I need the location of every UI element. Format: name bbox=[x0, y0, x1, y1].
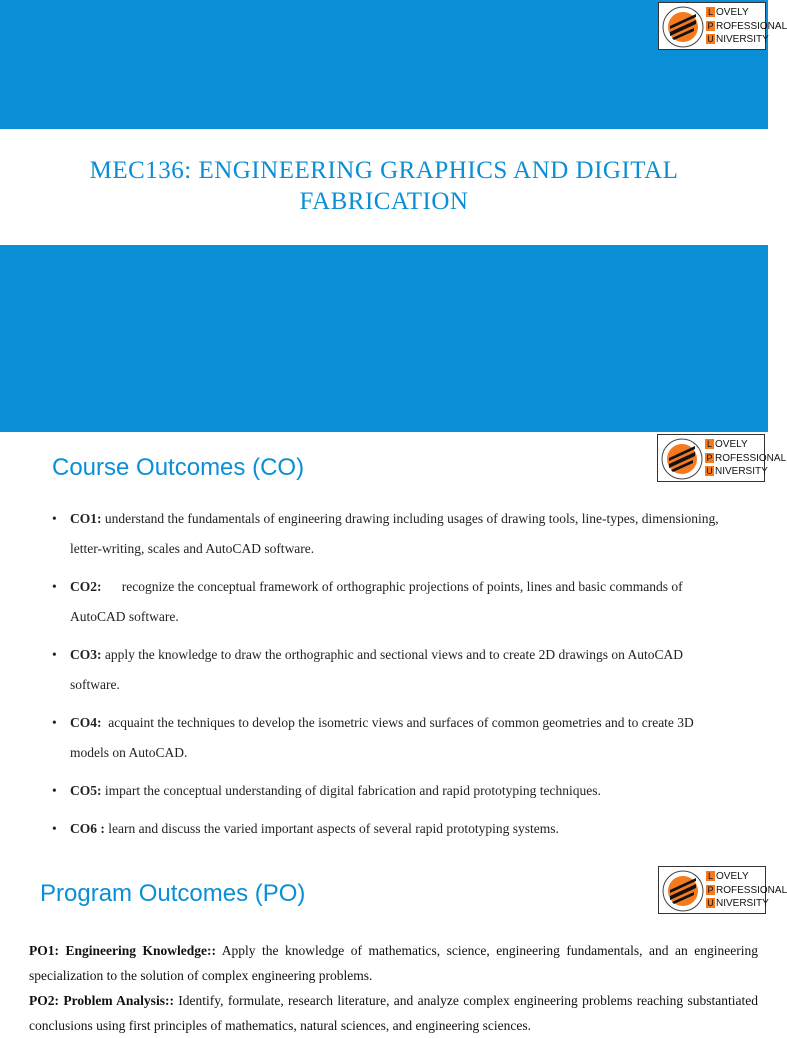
logo-wordmark: L OVELY P ROFESSIONAL U NIVERSITY bbox=[707, 7, 787, 45]
list-item: • CO6 : learn and discuss the varied important aspects of several rapid prototyping systems. bbox=[52, 814, 720, 844]
list-item: • CO4: acquaint the techniques to develop the isometric views and surfaces of common geometries and to create 3D models on AutoCAD. bbox=[52, 708, 720, 768]
bottom-blue-band bbox=[0, 245, 768, 432]
lpu-seal-icon bbox=[662, 870, 704, 912]
lpu-logo bbox=[658, 2, 787, 50]
course-outcomes-slide bbox=[0, 432, 787, 864]
list-item: • CO5: impart the conceptual understanding of digital fabrication and rapid prototyping techniques. bbox=[52, 776, 720, 806]
program-outcomes-heading: Program Outcomes (PO) bbox=[40, 880, 306, 907]
lpu-logo bbox=[657, 434, 787, 482]
course-outcomes-heading: Course Outcomes (CO) bbox=[52, 454, 305, 481]
title-slide bbox=[0, 0, 787, 432]
course-outcomes-list bbox=[52, 504, 720, 852]
logo-wordmark: L OVELY P ROFESSIONAL U NIVERSITY bbox=[706, 439, 787, 477]
list-item: • CO2: recognize the conceptual framework of orthographic projections of points, lines and basic commands of AutoCAD software. bbox=[52, 572, 720, 632]
program-outcomes-slide bbox=[0, 864, 787, 1033]
po1-paragraph: PO1: Engineering Knowledge:: Apply the knowledge of mathematics, science, engineering fundamentals, and an engineering specialization to the solution of complex engineering problems. bbox=[29, 943, 758, 983]
course-title: MEC136: ENGINEERING GRAPHICS AND DIGITAL FABRICATION bbox=[89, 157, 679, 215]
lpu-seal-icon bbox=[661, 438, 703, 480]
list-item: • CO1: understand the fundamentals of engineering drawing including usages of drawing tools, line-types, dimensioning, letter-writing, scales and AutoCAD software. bbox=[52, 504, 720, 564]
list-item: • CO3: apply the knowledge to draw the orthographic and sectional views and to create 2D drawings on AutoCAD software. bbox=[52, 640, 720, 700]
top-blue-band bbox=[0, 0, 768, 129]
lpu-logo bbox=[658, 866, 787, 914]
po2-paragraph: PO2: Problem Analysis:: Identify, formulate, research literature, and analyze complex engineering problems reaching substantiated conclusions using first principles of mathematics, natural sciences, and engineering sciences. bbox=[29, 993, 758, 1033]
logo-wordmark: L OVELY P ROFESSIONAL U NIVERSITY bbox=[707, 871, 787, 909]
lpu-seal-icon bbox=[662, 6, 704, 48]
